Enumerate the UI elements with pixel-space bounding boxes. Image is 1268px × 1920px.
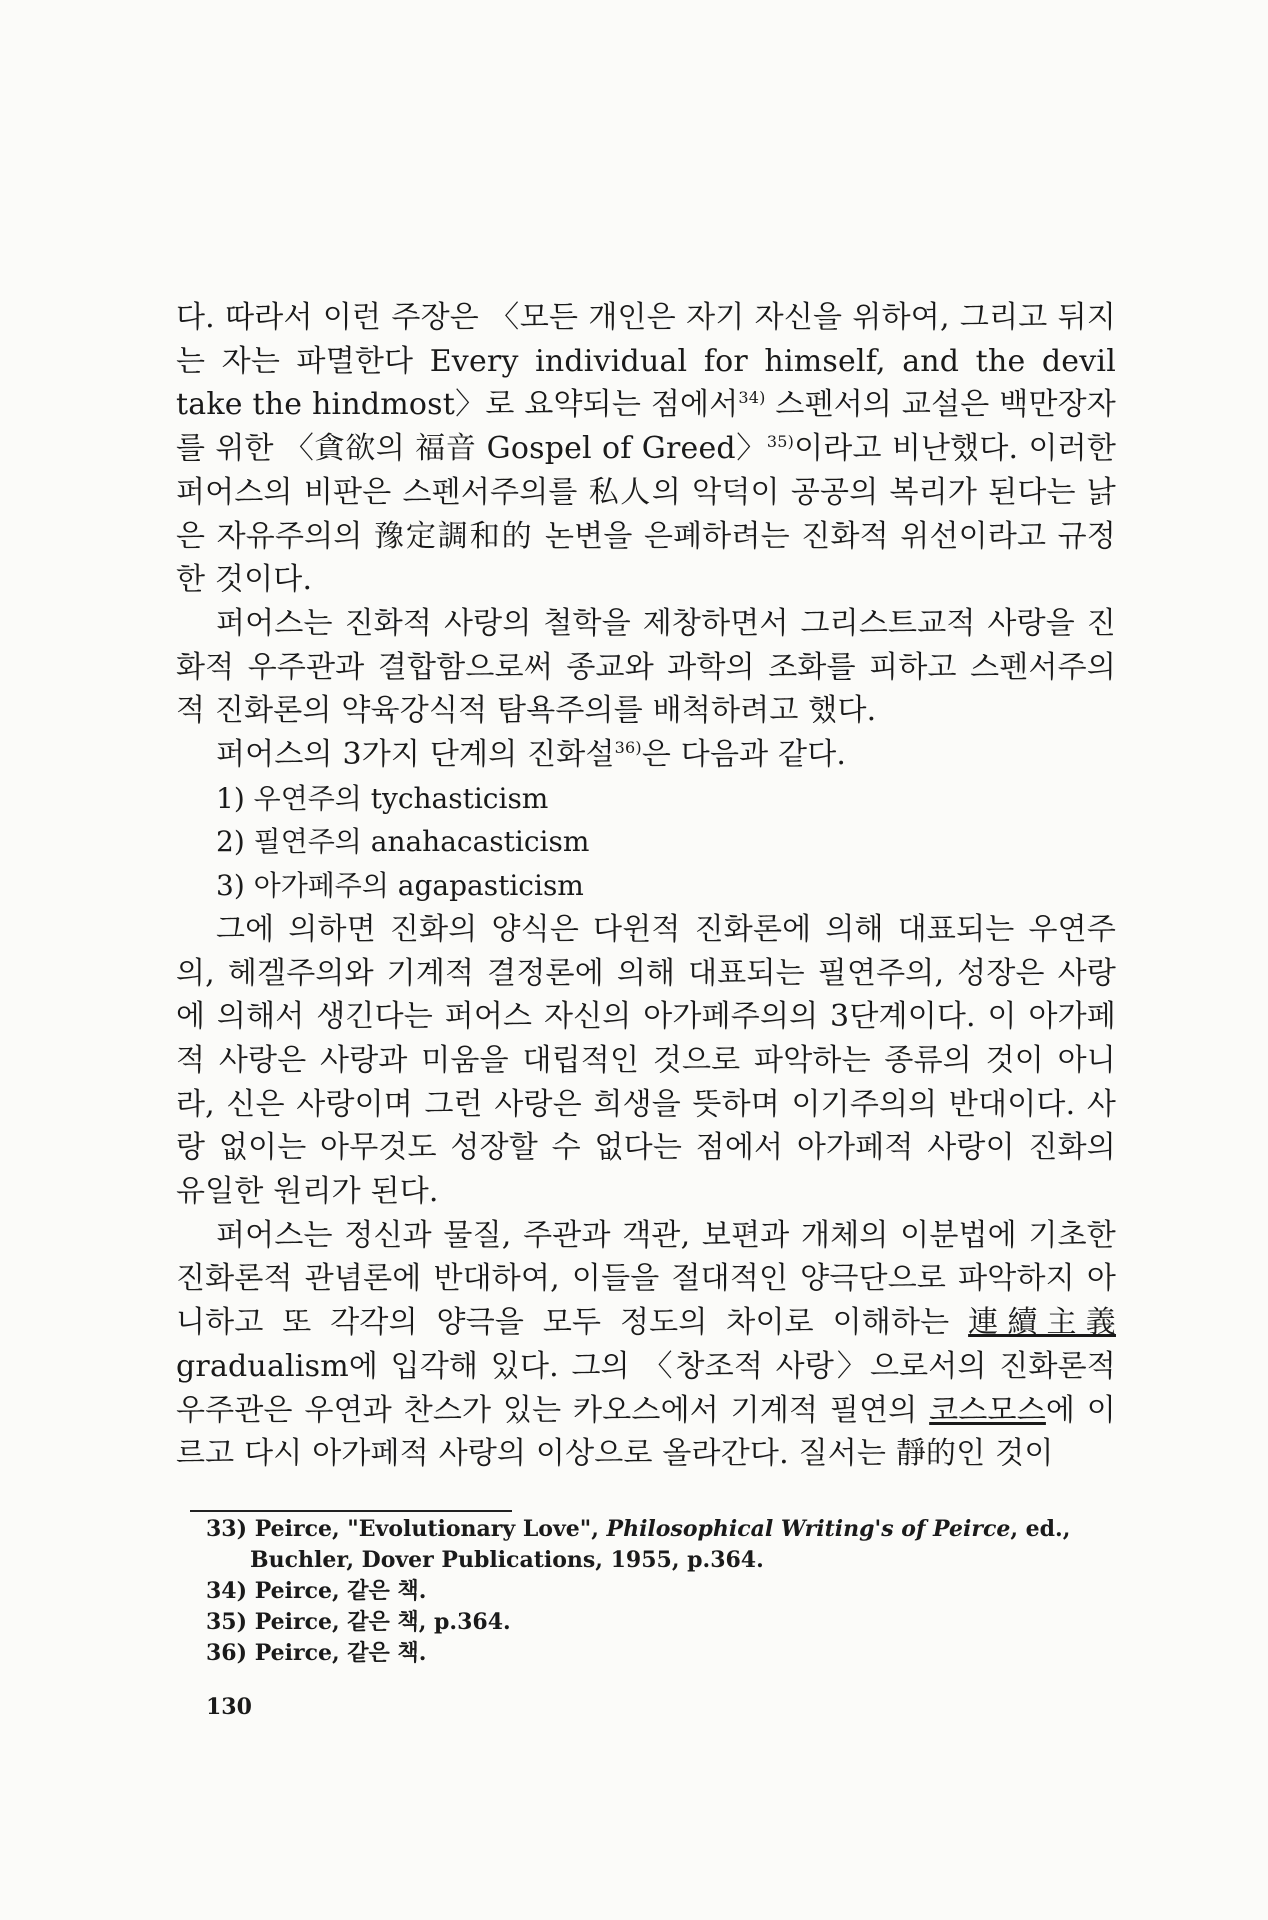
paragraph-2: 퍼어스는 진화적 사랑의 철학을 제창하면서 그리스트교적 사랑을 진화적 우주관과 결합함으로써 종교와 과학의 조화를 피하고 스펜서주의적 진화론의 약육강식적 탐욕주의를 배척하려고 했다. (176, 605, 1116, 729)
paragraph-1-text-c: 이라고 비난했다. 이러한 퍼어스의 비판은 스펜서주의를 私人의 악덕이 공공의 복리가 된다는 낡은 자유주의의 豫定調和的 논변을 은폐하려는 진화적 위선이라고 규정한 것이다. (176, 431, 1116, 598)
underlined-term-cosmos: 코스모스 (929, 1392, 1046, 1428)
footnote-number: 33) (206, 1516, 248, 1542)
footnote-text-pre: Peirce, "Evolutionary Love", (247, 1516, 607, 1542)
list-item-label: 필연주의 anahacasticism (253, 825, 590, 859)
list-item-number: 2) (216, 825, 245, 859)
footnote-number: 34) (206, 1578, 248, 1604)
list-item (176, 864, 1116, 908)
paragraph-3-text-a: 퍼어스의 3가지 단계의 진화설 (216, 737, 615, 773)
paragraph-1 (176, 296, 1116, 602)
paragraph-5-text-c: 에 이르고 다시 아가페적 사랑의 이상으로 올라간다. 질서는 靜的인 것이 (176, 1392, 1116, 1472)
footnote-divider (190, 1510, 512, 1512)
footnote-34 (206, 1576, 1126, 1607)
footnote-35 (206, 1607, 1126, 1638)
paragraph-1-text-a: 다. 따라서 이런 주장은 〈모든 개인은 자기 자신을 위하여, 그리고 뒤지는 자는 파멸한다 Every individual for himself, and the devil take the hindmost〉로 요약되는 점에서 (176, 300, 1116, 423)
list-item (176, 777, 1116, 821)
page-number: 130 (206, 1694, 252, 1720)
footnote-ref-35[interactable]: 35) (766, 432, 795, 452)
paragraph-5-text-a: 퍼어스는 정신과 물질, 주관과 객관, 보편과 개체의 이분법에 기초한 진화론적 관념론에 반대하여, 이들을 절대적인 양극단으로 파악하지 아니하고 또 각각의 양극을 모두 정도의 차이로 이해하는 (176, 1217, 1116, 1341)
footnote-book-title: Philosophical Writing's of Peirce (606, 1516, 1011, 1542)
list-item-label: 우연주의 tychasticism (253, 781, 549, 815)
footnotes (206, 1514, 1126, 1669)
footnote-text: Peirce, 같은 책, p.364. (247, 1609, 511, 1635)
list-item (176, 820, 1116, 864)
footnote-33 (206, 1514, 1126, 1576)
paragraph-3-text-b: 은 다음과 같다. (641, 737, 847, 773)
footnote-text-post: , ed., Buchler, Dover Publications, 1955, p.364. (250, 1516, 1071, 1573)
paragraph-3 (176, 733, 1116, 777)
list-item-label: 아가페주의 agapasticism (253, 869, 584, 903)
footnote-36 (206, 1638, 1126, 1669)
paragraph-5 (176, 1214, 1116, 1476)
footnote-number: 36) (206, 1640, 248, 1666)
footnote-ref-34[interactable]: 34) (738, 388, 766, 408)
main-text (176, 296, 1116, 1476)
paragraph-4: 그에 의하면 진화의 양식은 다윈적 진화론에 의해 대표되는 우연주의, 헤겔주의와 기계적 결정론에 의해 대표되는 필연주의, 성장은 사랑에 의해서 생긴다는 퍼어스 자신의 아가페주의의 3단계이다. 이 아가페적 사랑은 사랑과 미움을 대립적인 것으로 파악하는 종류의 것이 아니라, 신은 사랑이며 그런 사랑은 희생을 뜻하며 이기주의의 반대이다. 사랑 없이는 아무것도 성장할 수 없다는 점에서 아가페적 사랑이 진화의 유일한 원리가 된다. (176, 911, 1116, 1210)
list-item-number: 3) (216, 869, 245, 903)
footnote-text: Peirce, 같은 책. (247, 1578, 427, 1604)
underlined-term-gradualism: 連續主義 (968, 1305, 1116, 1341)
footnote-text: Peirce, 같은 책. (247, 1640, 427, 1666)
paragraph-1-text-b: 스펜서의 교설은 백만장자를 위한 〈貪欲의 福音 Gospel of Greed〉 (176, 387, 1116, 467)
footnote-number: 35) (206, 1609, 248, 1635)
footnote-ref-36[interactable]: 36) (614, 738, 642, 758)
paragraph-5-text-b: gradualism에 입각해 있다. 그의 〈창조적 사랑〉으로서의 진화론적 우주관은 우연과 찬스가 있는 카오스에서 기계적 필연의 (176, 1348, 1116, 1428)
list-item-number: 1) (216, 781, 245, 815)
